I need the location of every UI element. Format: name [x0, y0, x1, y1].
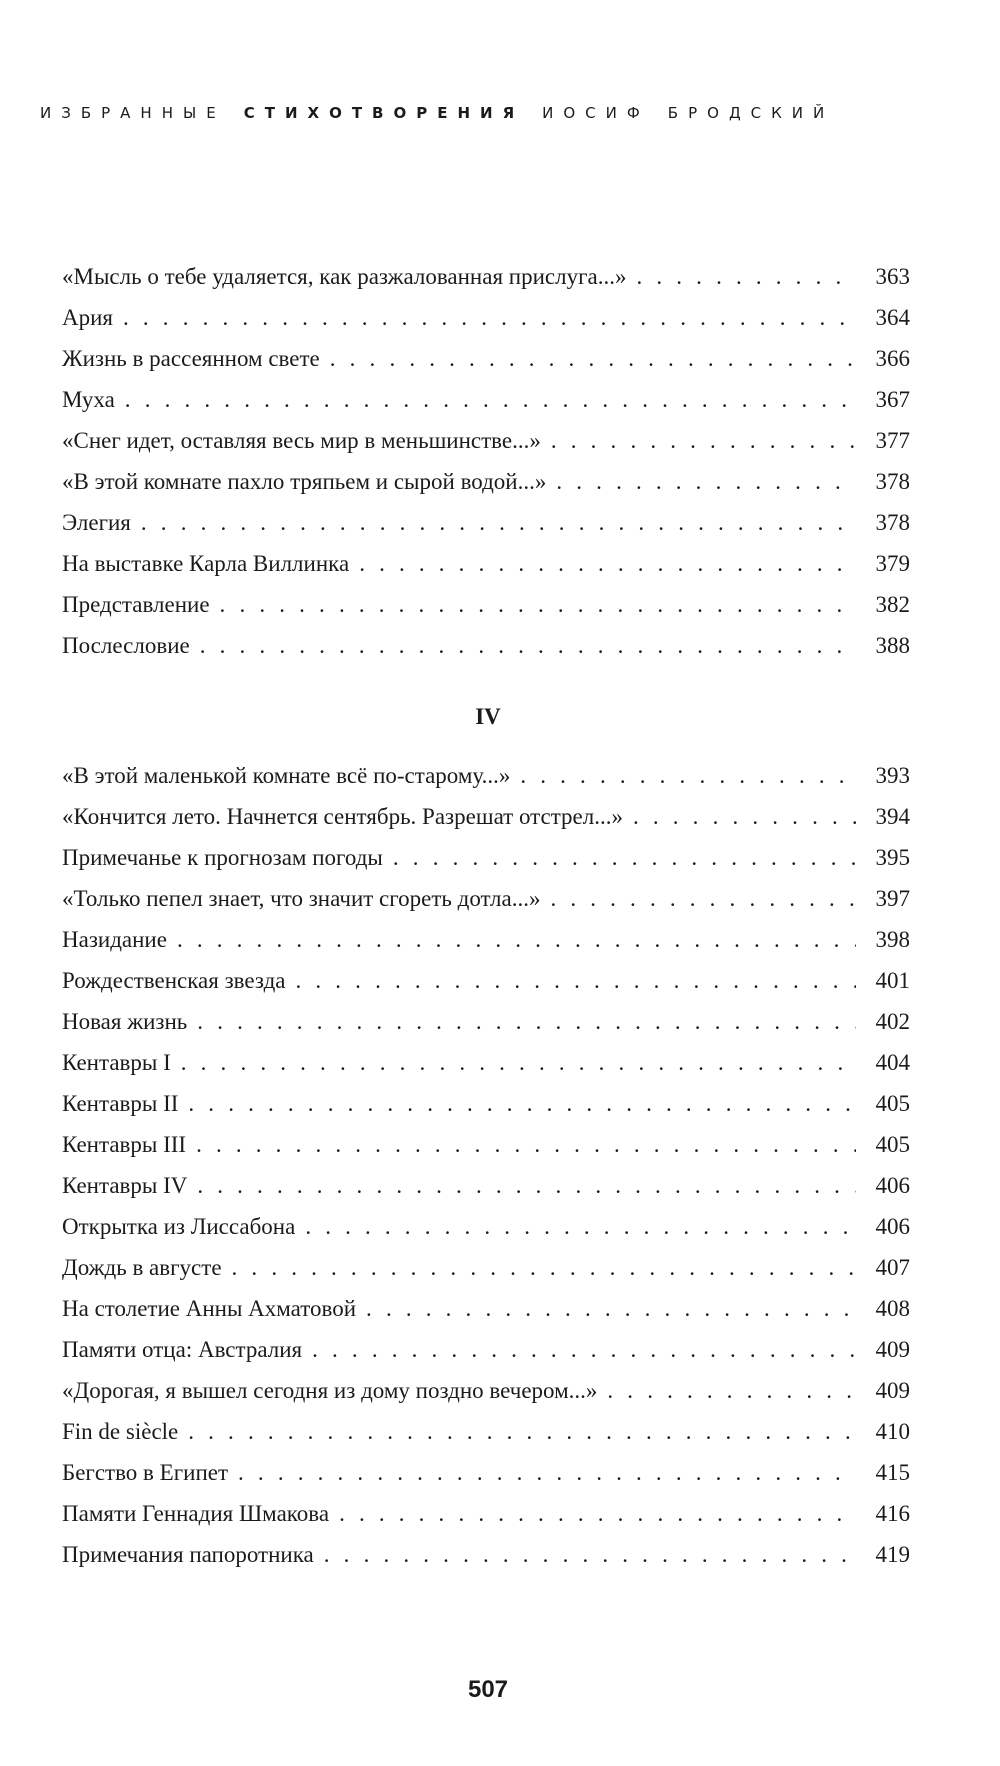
- toc-entry-page: 378: [875, 510, 910, 535]
- toc-entry: [62, 1042, 910, 1083]
- toc-dot-leader: [393, 837, 856, 878]
- toc-entry-title: Жизнь в рассеянном свете: [62, 346, 320, 371]
- toc-entry-page: 397: [875, 886, 910, 911]
- toc-entry: [62, 584, 910, 625]
- toc-entry-title: Примечанье к прогнозам погоды: [62, 845, 383, 870]
- toc-entry: [62, 1452, 910, 1493]
- toc-entry-title: Назидание: [62, 927, 167, 952]
- toc-dot-leader: [330, 338, 856, 379]
- toc-entry-page: 404: [875, 1050, 910, 1075]
- toc-dot-leader: [366, 1288, 856, 1329]
- toc-entry: [62, 379, 910, 420]
- toc-entry: [62, 1288, 910, 1329]
- toc-dot-leader: [520, 755, 856, 796]
- toc-dot-leader: [197, 1165, 856, 1206]
- section-title: IV: [475, 704, 501, 729]
- toc-entry-title: Новая жизнь: [62, 1009, 188, 1034]
- toc-entry-page: 377: [875, 428, 910, 453]
- toc-entry-title: «Кончится лето. Начнется сентябрь. Разрешат отстрел...»: [62, 804, 623, 829]
- toc-dot-leader: [200, 625, 856, 666]
- toc-dot-leader: [324, 1534, 856, 1575]
- toc-entry: [62, 1370, 910, 1411]
- toc-entry-page: 394: [875, 804, 910, 829]
- toc-entry-title: Представление: [62, 592, 210, 617]
- toc-entry-title: Ария: [62, 305, 113, 330]
- toc-entry-page: 406: [875, 1214, 910, 1239]
- toc-entry: [62, 755, 910, 796]
- toc-entry-page: 405: [875, 1091, 910, 1116]
- toc-entry-title: Муха: [62, 387, 115, 412]
- header-author-first-name: ИОСИФ: [542, 104, 650, 122]
- toc-entry-title: «В этой маленькой комнате всё по-старому...»: [62, 763, 511, 788]
- toc-entry-page: 415: [875, 1460, 910, 1485]
- toc-entry-page: 366: [875, 346, 910, 371]
- toc-entry-page: 407: [875, 1255, 910, 1280]
- toc-dot-leader: [305, 1206, 856, 1247]
- toc-dot-leader: [238, 1452, 856, 1493]
- toc-entry: [62, 420, 910, 461]
- toc-dot-leader: [188, 1411, 856, 1452]
- toc-entry: [62, 625, 910, 666]
- toc-dot-leader: [312, 1329, 856, 1370]
- toc-entry-page: 416: [875, 1501, 910, 1526]
- toc-entry: [62, 256, 910, 297]
- toc-entry: [62, 297, 910, 338]
- toc-entry-page: 401: [875, 968, 910, 993]
- toc-entry-page: 406: [875, 1173, 910, 1198]
- toc-entry-page: 408: [875, 1296, 910, 1321]
- toc-entry-page: 363: [875, 264, 910, 289]
- toc-entry-page: 382: [875, 592, 910, 617]
- toc-dot-leader: [141, 502, 856, 543]
- toc-entry-page: 364: [875, 305, 910, 330]
- toc-entry: [62, 960, 910, 1001]
- toc-entry: [62, 1411, 910, 1452]
- toc-entry-page: 419: [875, 1542, 910, 1567]
- toc-dot-leader: [177, 919, 856, 960]
- toc-entry: [62, 543, 910, 584]
- toc-entry-title: Послесловие: [62, 633, 190, 658]
- toc-entry-title: Примечания папоротника: [62, 1542, 314, 1567]
- toc-entry-title: Кентавры III: [62, 1132, 187, 1157]
- toc-entry-title: «Дорогая, я вышел сегодня из дому поздно вечером...»: [62, 1378, 598, 1403]
- toc-entry-page: 395: [875, 845, 910, 870]
- toc-entry: [62, 461, 910, 502]
- toc-entry: [62, 1124, 910, 1165]
- toc-dot-leader: [188, 1083, 856, 1124]
- toc-entry: [62, 919, 910, 960]
- toc-dot-leader: [550, 878, 856, 919]
- toc-entry-page: 379: [875, 551, 910, 576]
- header-author-last-name: БРОДСКИЙ: [667, 104, 835, 122]
- toc-section-1: [62, 256, 910, 666]
- toc-entry-title: Дождь в августе: [62, 1255, 222, 1280]
- toc-dot-leader: [295, 960, 856, 1001]
- toc-dot-leader: [220, 584, 856, 625]
- toc-entry-title: Рождественская звезда: [62, 968, 286, 993]
- toc-entry: [62, 878, 910, 919]
- toc-entry-title: «Только пепел знает, что значит сгореть дотла...»: [62, 886, 541, 911]
- toc-entry: [62, 1001, 910, 1042]
- toc-entry-title: Кентавры I: [62, 1050, 171, 1075]
- toc-entry-title: «Снег идет, оставляя весь мир в меньшинстве...»: [62, 428, 541, 453]
- toc-entry-title: На столетие Анны Ахматовой: [62, 1296, 357, 1321]
- toc-dot-leader: [636, 256, 856, 297]
- toc-entry-page: 409: [875, 1337, 910, 1362]
- toc-entry-page: 398: [875, 927, 910, 952]
- toc-entry: [62, 1534, 910, 1575]
- toc-entry-page: 409: [875, 1378, 910, 1403]
- toc-entry: [62, 338, 910, 379]
- toc-entry-title: «Мысль о тебе удаляется, как разжалованная прислуга...»: [62, 264, 627, 289]
- toc-entry: [62, 837, 910, 878]
- toc-entry-title: На выставке Карла Виллинка: [62, 551, 350, 576]
- toc-dot-leader: [125, 379, 856, 420]
- toc-entry-page: 393: [875, 763, 910, 788]
- toc-dot-leader: [196, 1124, 856, 1165]
- toc-entry-title: Памяти Геннадия Шмакова: [62, 1501, 330, 1526]
- toc-dot-leader: [197, 1001, 856, 1042]
- header-part-poems: СТИХОТВОРЕНИЯ: [243, 104, 525, 122]
- toc-entry-title: Памяти отца: Австралия: [62, 1337, 303, 1362]
- toc-entry-page: 378: [875, 469, 910, 494]
- toc-entry-page: 388: [875, 633, 910, 658]
- toc-dot-leader: [556, 461, 856, 502]
- toc-dot-leader: [607, 1370, 856, 1411]
- toc-entry: [62, 1247, 910, 1288]
- toc-dot-leader: [181, 1042, 856, 1083]
- toc-entry-page: 410: [875, 1419, 910, 1444]
- toc-entry: [62, 1206, 910, 1247]
- toc-entry-title: Кентавры IV: [62, 1173, 188, 1198]
- toc-entry-title: «В этой комнате пахло тряпьем и сырой водой...»: [62, 469, 547, 494]
- toc-entry: [62, 1493, 910, 1534]
- toc-entry-title: Открытка из Лиссабона: [62, 1214, 296, 1239]
- toc-dot-leader: [551, 420, 856, 461]
- toc-entry: [62, 1083, 910, 1124]
- toc-entry-page: 405: [875, 1132, 910, 1157]
- toc-entry-page: 367: [875, 387, 910, 412]
- toc-entry-title: Кентавры II: [62, 1091, 179, 1116]
- toc-entry-title: Бегство в Египет: [62, 1460, 229, 1485]
- toc-section-2: [62, 755, 910, 1575]
- header-part-selected: ИЗБРАННЫЕ: [40, 104, 226, 122]
- toc-entry: [62, 1329, 910, 1370]
- toc-entry: [62, 1165, 910, 1206]
- toc-entry-title: Элегия: [62, 510, 131, 535]
- toc-dot-leader: [339, 1493, 856, 1534]
- running-header: [40, 104, 940, 122]
- toc-entry: [62, 796, 910, 837]
- toc-entry: [62, 502, 910, 543]
- toc-entry-page: 402: [875, 1009, 910, 1034]
- toc-dot-leader: [232, 1247, 856, 1288]
- page-number: 507: [467, 1676, 509, 1703]
- toc-entry-title: Fin de siècle: [62, 1419, 179, 1444]
- toc-dot-leader: [633, 796, 856, 837]
- toc-dot-leader: [359, 543, 856, 584]
- toc-dot-leader: [123, 297, 856, 338]
